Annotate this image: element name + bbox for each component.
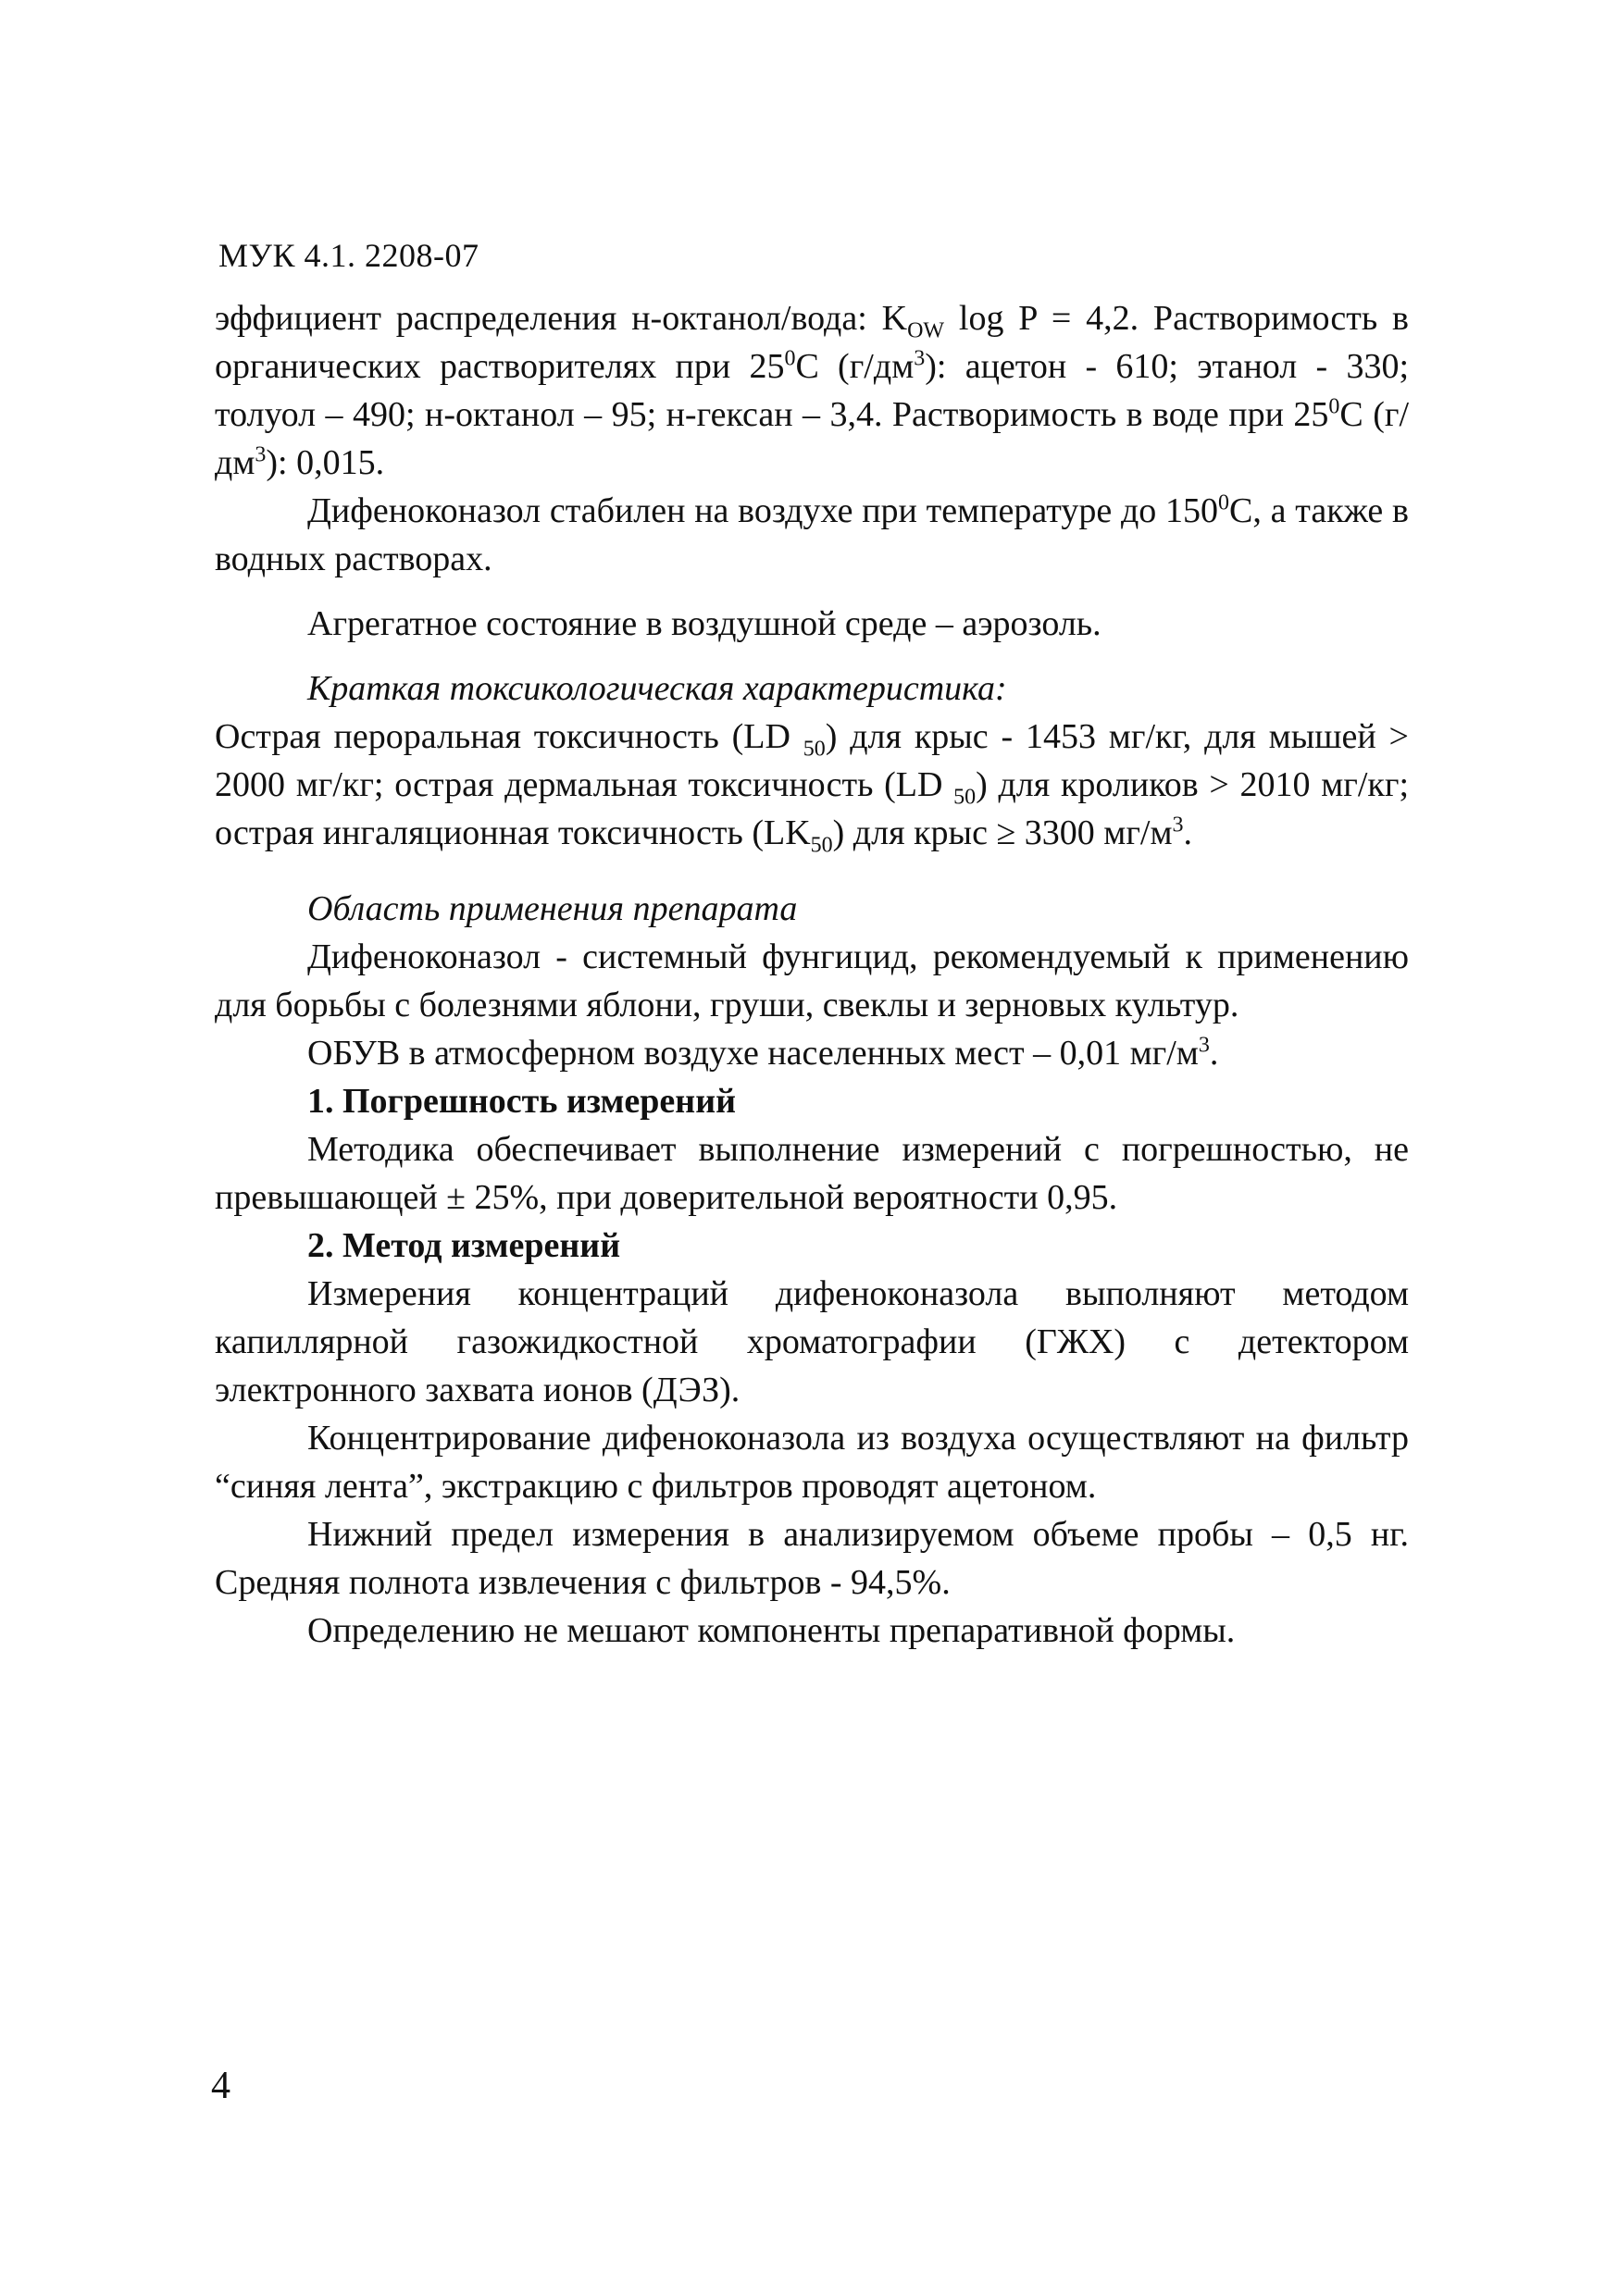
paragraph-measurement-error: Методика обеспечивает выполнение измерений с погрешностью, не превышающей ± 25%, при доверительной вероятности 0,95. bbox=[215, 1130, 1409, 1217]
document-code-header: МУК 4.1. 2208-07 bbox=[218, 237, 479, 274]
section-2-heading: 2. Метод измерений bbox=[307, 1226, 621, 1265]
paragraph-stability: Дифеноконазол стабилен на воздухе при температуре до $150^0С$, а также в водных растворах. bbox=[215, 490, 1409, 578]
paragraph-partition-solubility: эффициент распределения н-октанол/вода: $K_{OW}$ log P = 4,2. Растворимость в органических растворителях при $25^0С$ $(г/дм^3)$: ацетон - 610; этанол - 330; толуол – 490; н-октанол – 95; н-гексан – 3,4. Растворимость в воде при $25^0С$ $(г/дм^3)$: 0,015. bbox=[215, 299, 1410, 482]
scope-subheading: Область применения препарата bbox=[307, 889, 798, 928]
page-number: 4 bbox=[211, 2065, 230, 2107]
paragraph-concentration: Концентрирование дифеноконазола из воздуха осуществляют на фильтр “синяя лента”, экстракцию с фильтров проводят ацетоном. bbox=[215, 1419, 1409, 1506]
document-body bbox=[215, 294, 1409, 1655]
paragraph-no-interference: Определению не мешают компоненты препаративной формы. bbox=[307, 1611, 1236, 1650]
paragraph-lower-limit: Нижний предел измерения в анализируемом объеме пробы – 0,5 нг. Средняя полнота извлечения с фильтров - 94,5%. bbox=[215, 1515, 1409, 1602]
paragraph-scope: Дифеноконазол - системный фунгицид, рекомендуемый к применению для борьбы с болезнями яблони, груши, свеклы и зерновых культур. bbox=[215, 937, 1409, 1024]
paragraph-toxicity: Острая пероральная токсичность (LD $_{50}$) для крыс - 1453 мг/кг, для мышей > 2000 мг/кг; острая дермальная токсичность (LD $_{50}$) для кроликов > 2010 мг/кг; острая ингаляционная токсичность $(LK_{50})$ для крыс ≥ 3300 $мг/м^3$. bbox=[215, 717, 1410, 858]
section-1-heading: 1. Погрешность измерений bbox=[307, 1082, 736, 1121]
paragraph-aggregate-state: Агрегатное состояние в воздушной среде – аэрозоль. bbox=[307, 604, 1101, 643]
paragraph-method: Измерения концентраций дифеноконазола выполняют методом капиллярной газожидкостной хроматографии (ГЖХ) с детектором электронного захвата ионов (ДЭЗ). bbox=[215, 1274, 1409, 1409]
toxicology-subheading: Краткая токсикологическая характеристика: bbox=[307, 669, 1007, 708]
paragraph-obuv: ОБУВ в атмосферном воздухе населенных мест – 0,01 $мг/м^3$. bbox=[307, 1033, 1219, 1073]
